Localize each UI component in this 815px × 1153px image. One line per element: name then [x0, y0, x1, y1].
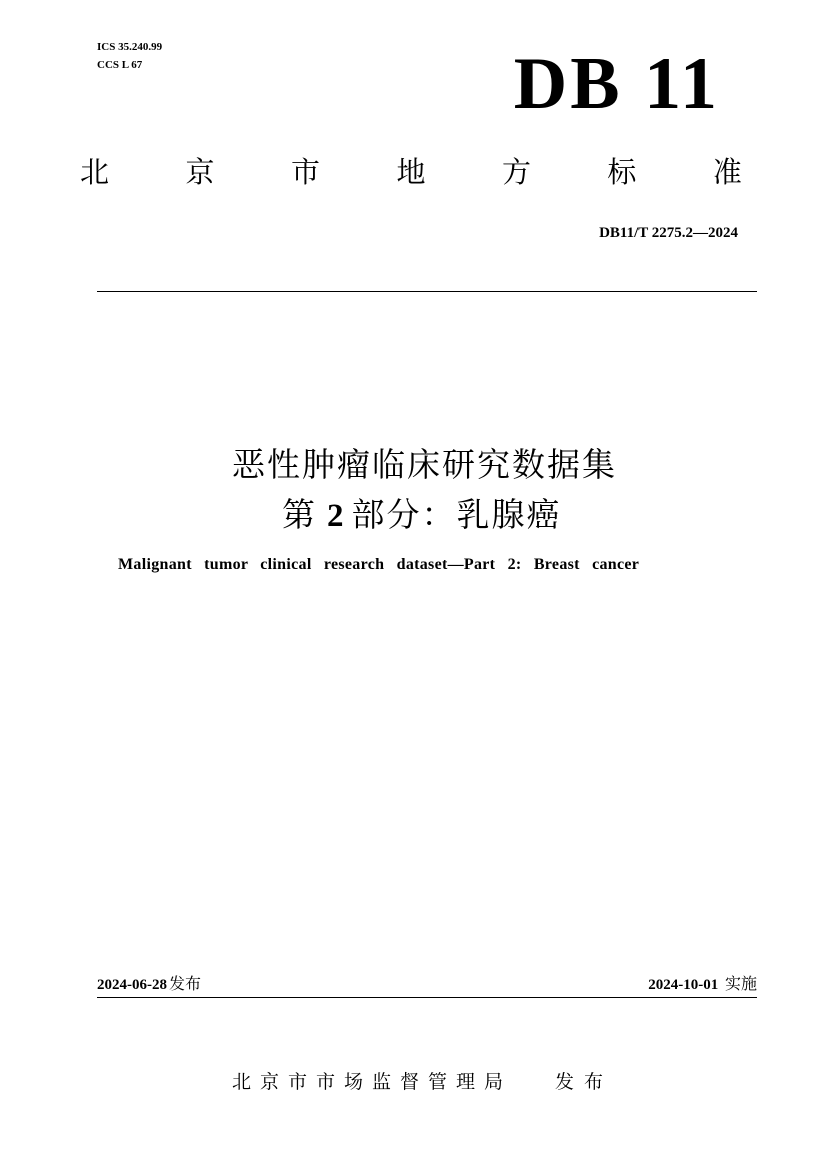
title-en: Malignant tumor clinical research dataset—Part 2: Breast cancer: [118, 556, 640, 573]
issuer-name: 北京市市场监督管理局: [232, 1071, 513, 1093]
category-char: 方: [501, 155, 531, 189]
ccs-code: CCS L 67: [97, 59, 143, 71]
title-zh-line1: 恶性肿瘤临床研究数据集: [232, 445, 617, 484]
title-part-prefix: 第: [282, 495, 317, 534]
title-part-name: 部分：乳腺癌: [351, 495, 562, 534]
title-part-number: 2: [327, 498, 346, 534]
standard-category: [80, 152, 742, 192]
issuer-action: 发 布: [555, 1071, 606, 1093]
implement-date-block: [648, 974, 757, 995]
category-char: 京: [185, 155, 215, 189]
standard-number: DB11/T 2275.2—2024: [599, 225, 738, 241]
publish-date-block: [97, 974, 201, 995]
category-char: 地: [396, 155, 426, 189]
category-char: 准: [712, 155, 742, 189]
category-char: 市: [290, 155, 320, 189]
header-divider: [97, 291, 757, 292]
footer-divider: [97, 997, 757, 998]
category-char: 标: [607, 155, 637, 189]
standard-code-mark: DB 11: [513, 43, 720, 125]
implement-label: 实施: [724, 974, 757, 993]
ics-code: ICS 35.240.99: [97, 41, 163, 53]
publish-label: 发布: [169, 974, 202, 993]
category-char: 北: [80, 155, 110, 189]
title-zh-line2: [282, 495, 562, 536]
implement-date: 2024-10-01: [648, 977, 719, 993]
publish-date: 2024-06-28: [97, 977, 167, 993]
